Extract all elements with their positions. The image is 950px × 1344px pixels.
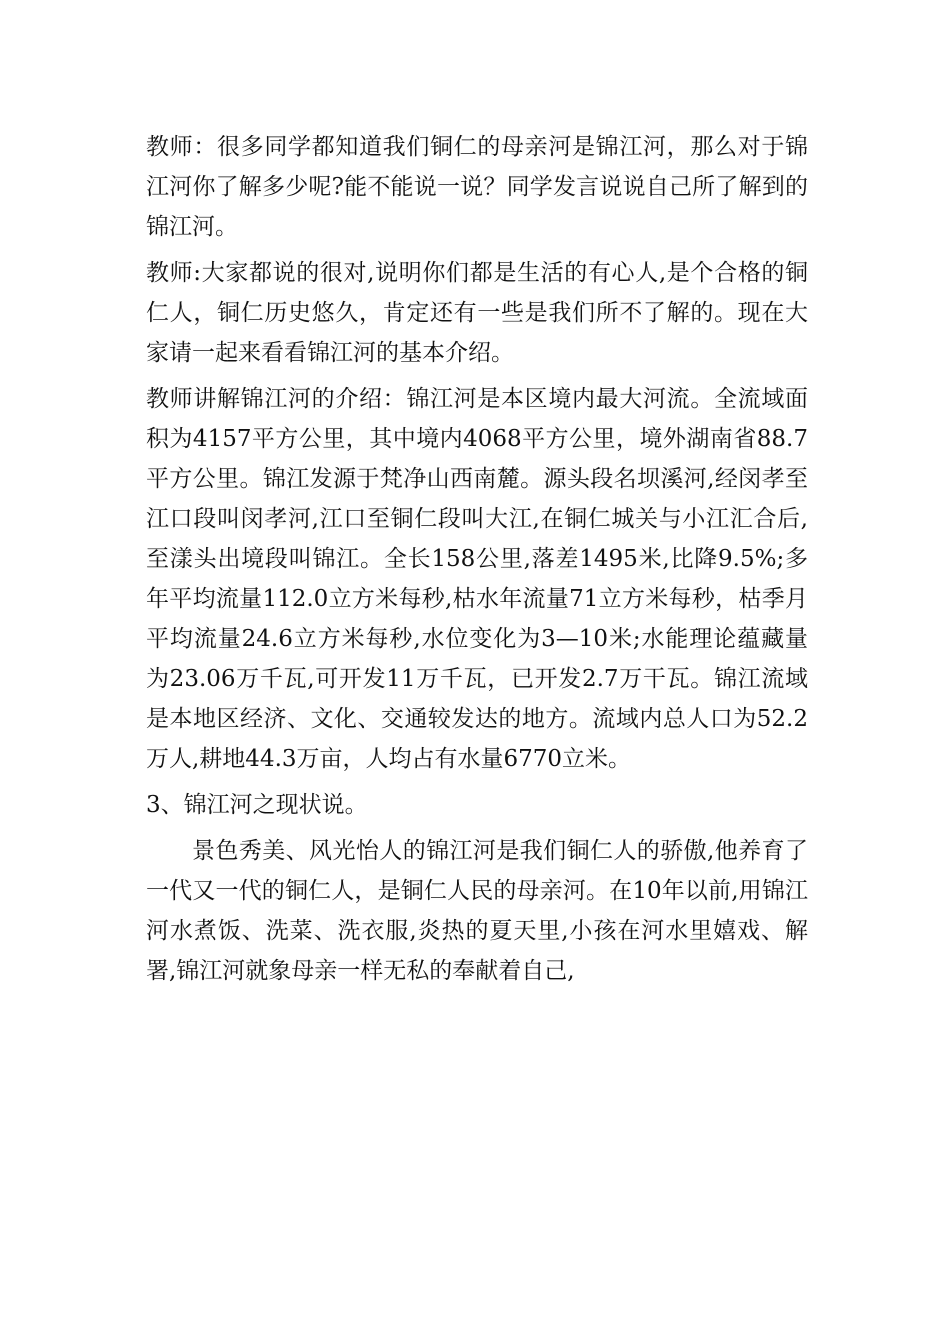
section-heading: 3、锦江河之现状说。: [146, 792, 368, 818]
teacher-question-paragraph: 教师：很多同学都知道我们铜仁的母亲河是锦江河，那么对于锦江河你了解多少呢?能不能说一说？同学发言说说自己所了解到的锦江河。: [146, 134, 808, 240]
document-body: [146, 127, 808, 997]
river-introduction-paragraph: 教师讲解锦江河的介绍：锦江河是本区境内最大河流。全流域面积为4157平方公里，其中境内4068平方公里，境外湖南省88.7平方公里。锦江发源于梵净山西南麓。源头段名坝溪河,经闵孝至江口段叫闵孝河,江口至铜仁段叫大江,在铜仁城关与小江汇合后,至漾头出境段叫锦江。全长158公里,落差1495米,比降9.5%;多年平均流量112.0立方米每秒,枯水年流量71立方米每秒，枯季月平均流量24.6立方米每秒,水位变化为3—10米;水能理论蕴藏量为23.06万千瓦,可开发11万千瓦，已开发2.7万干瓦。锦江流域是本地区经济、文化、交通较发达的地方。流域内总人口为52.2万人,耕地44.3万亩，人均占有水量6770立米。: [146, 386, 808, 772]
teacher-response-paragraph: 教师:大家都说的很对,说明你们都是生活的有心人,是个合格的铜仁人，铜仁历史悠久，肯定还有一些是我们所不了解的。现在大家请一起来看看锦江河的基本介绍。: [146, 260, 808, 366]
river-status-paragraph: 景色秀美、风光怡人的锦江河是我们铜仁人的骄傲,他养育了一代又一代的铜仁人，是铜仁人民的母亲河。在10年以前,用锦江河水煮饭、洗菜、洗衣服,炎热的夏天里,小孩在河水里嬉戏、解署,锦江河就象母亲一样无私的奉献着自己,: [146, 838, 808, 984]
